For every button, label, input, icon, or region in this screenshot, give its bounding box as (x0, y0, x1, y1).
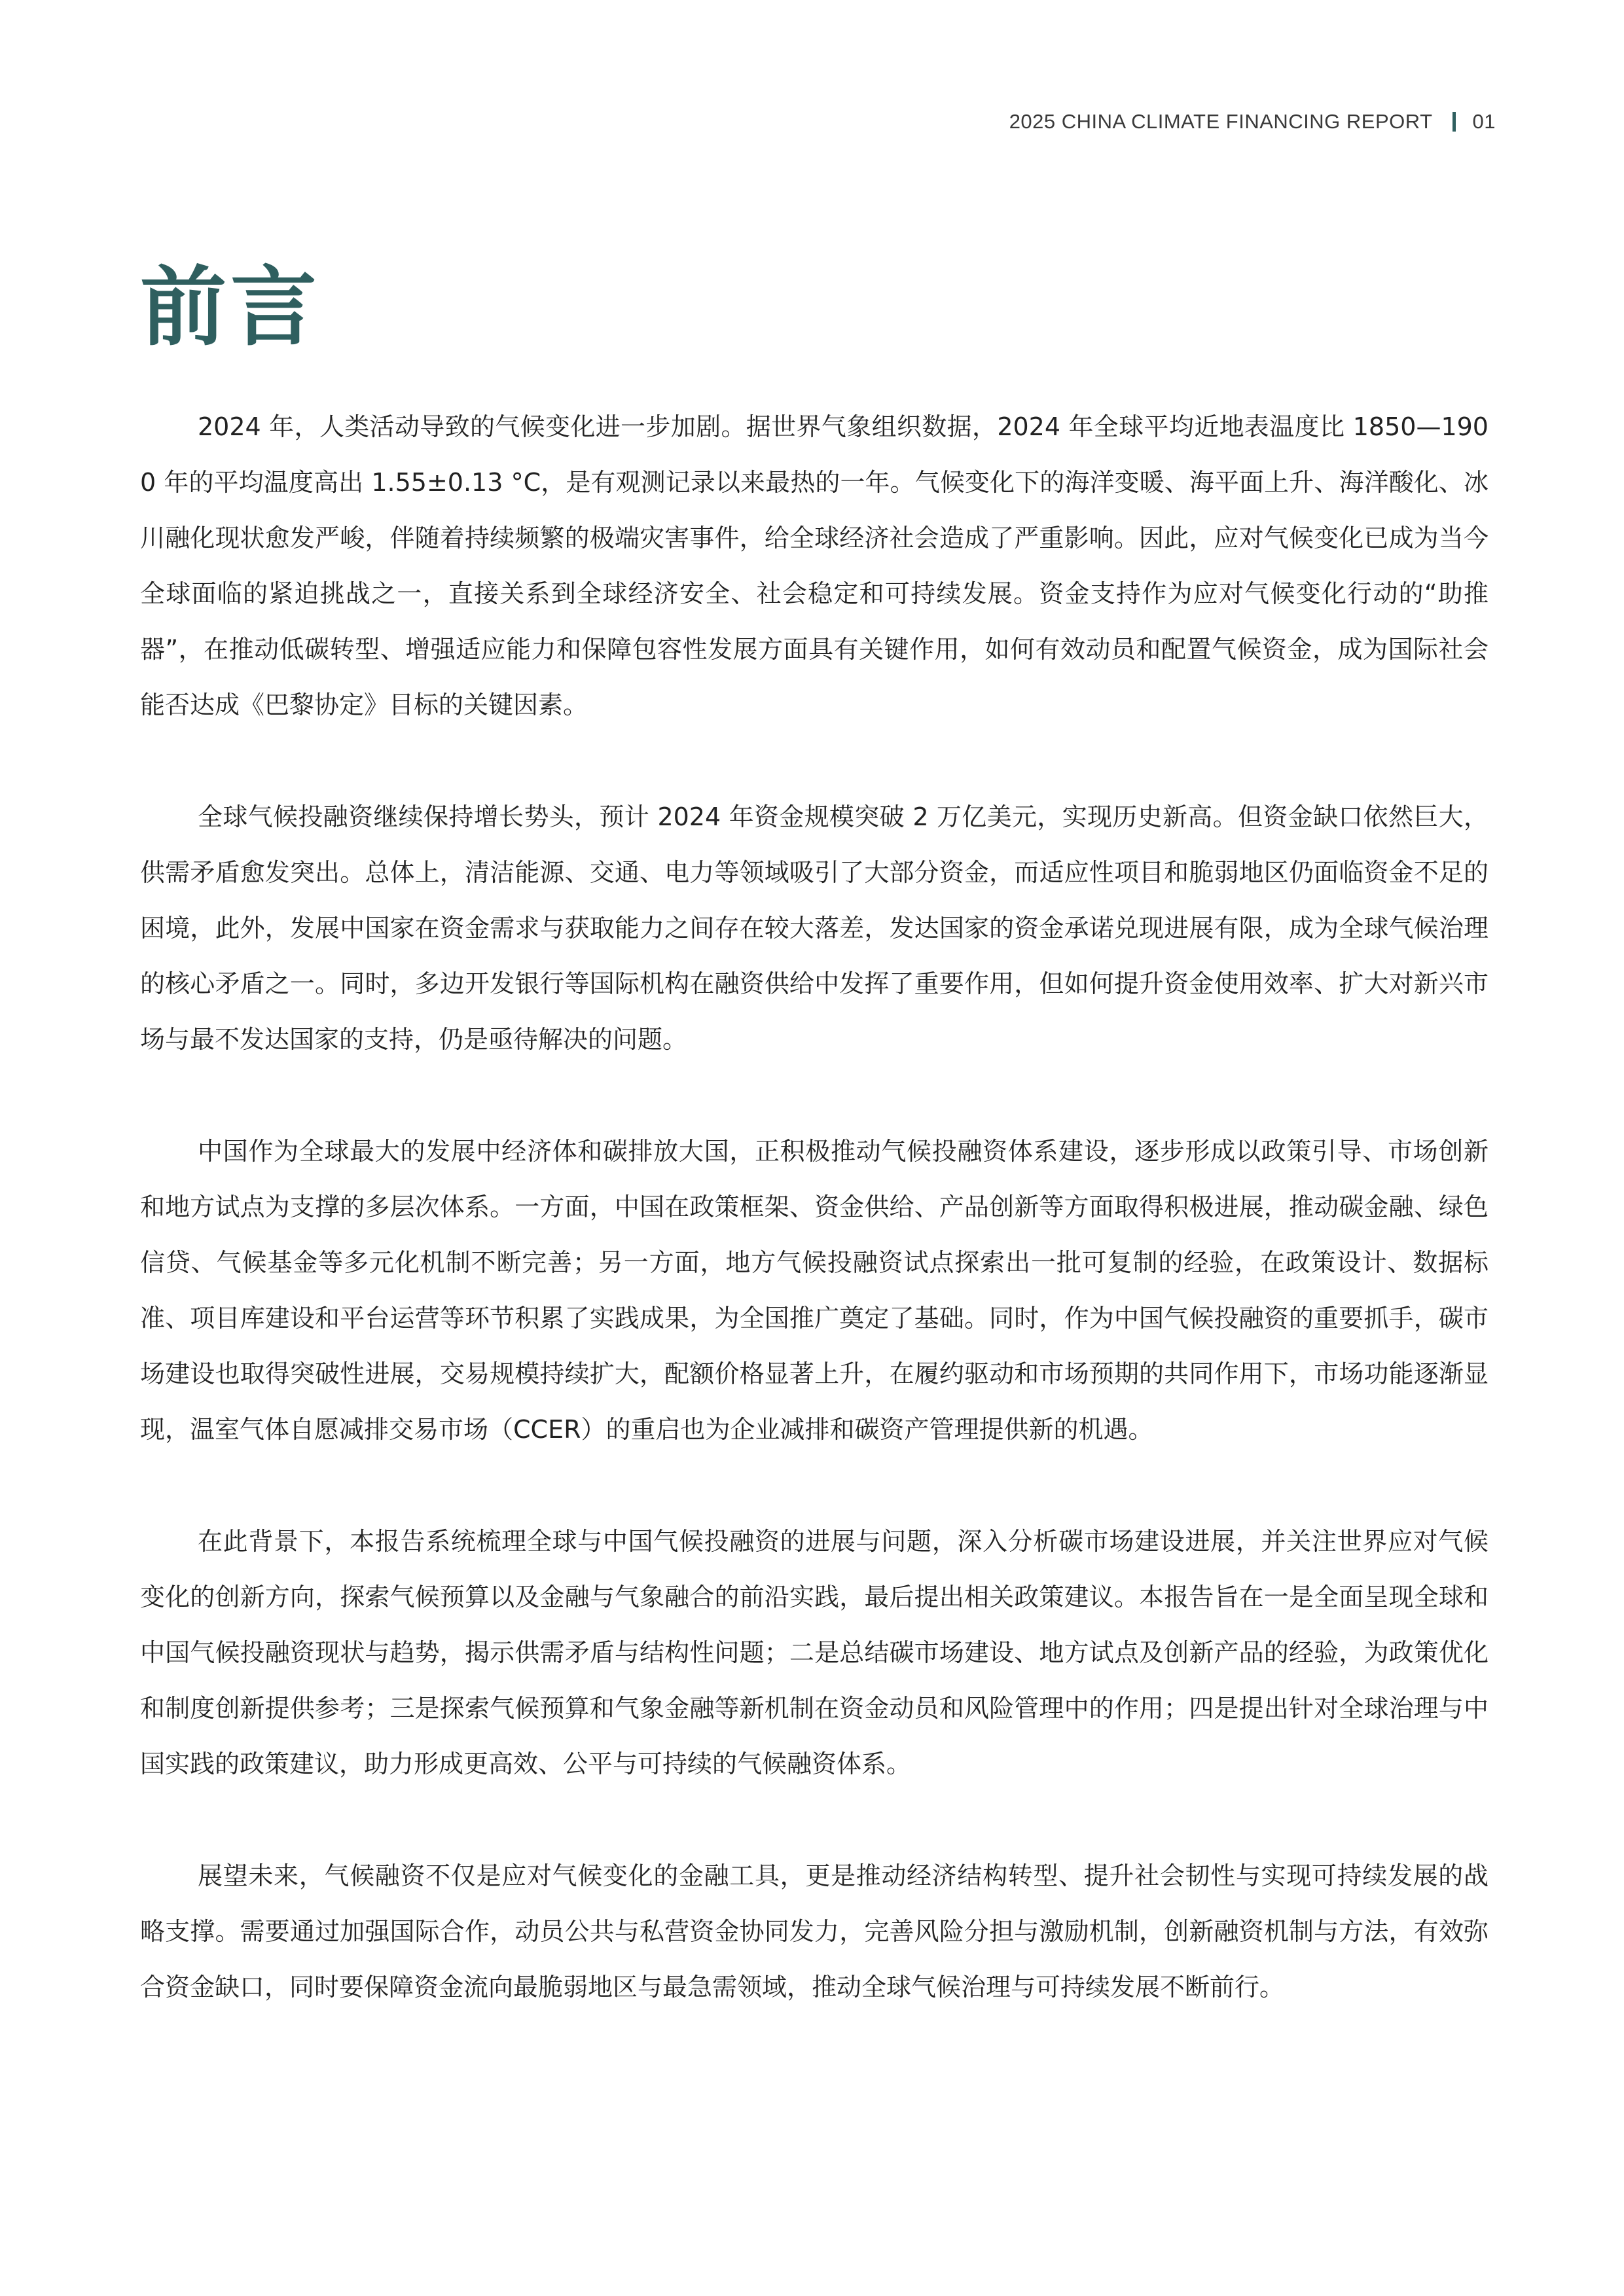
paragraph-3: 中国作为全球最大的发展中经济体和碳排放大国，正积极推动气候投融资体系建设，逐步形成以政策引导、市场创新和地方试点为支撑的多层次体系。一方面，中国在政策框架、资金供给、产品创新等方面取得积极进展，推动碳金融、绿色信贷、气候基金等多元化机制不断完善；另一方面，地方气候投融资试点探索出一批可复制的经验，在政策设计、数据标准、项目库建设和平台运营等环节积累了实践成果，为全国推广奠定了基础。同时，作为中国气候投融资的重要抓手，碳市场建设也取得突破性进展，交易规模持续扩大，配额价格显著上升，在履约驱动和市场预期的共同作用下，市场功能逐渐显现，温室气体自愿减排交易市场（CCER）的重启也为企业减排和碳资产管理提供新的机遇。 (140, 1137, 1489, 1444)
paragraph-4: 在此背景下，本报告系统梳理全球与中国气候投融资的进展与问题，深入分析碳市场建设进展，并关注世界应对气候变化的创新方向，探索气候预算以及金融与气象融合的前沿实践，最后提出相关政策建议。本报告旨在一是全面呈现全球和中国气候投融资现状与趋势，揭示供需矛盾与结构性问题；二是总结碳市场建设、地方试点及创新产品的经验，为政策优化和制度创新提供参考；三是探索气候预算和气象金融等新机制在资金动员和风险管理中的作用；四是提出针对全球治理与中国实践的政策建议，助力形成更高效、公平与可持续的气候融资体系。 (140, 1527, 1489, 1778)
running-header (1009, 110, 1496, 134)
report-title: 2025 CHINA CLIMATE FINANCING REPORT (1009, 110, 1433, 133)
body-text (140, 399, 1489, 2072)
paragraph-1: 2024 年，人类活动导致的气候变化进一步加剧。据世界气象组织数据，2024 年全球平均近地表温度比 1850—1900 年的平均温度高出 1.55±0.13 °C，是有观测记录以来最热的一年。气候变化下的海洋变暖、海平面上升、海洋酸化、冰川融化现状愈发严峻，伴随着持续频繁的极端灾害事件，给全球经济社会造成了严重影响。因此，应对气候变化已成为当今全球面临的紧迫挑战之一，直接关系到全球经济安全、社会稳定和可持续发展。资金支持作为应对气候变化行动的“助推器”，在推动低碳转型、增强适应能力和保障包容性发展方面具有关键作用，如何有效动员和配置气候资金，成为国际社会能否达成《巴黎协定》目标的关键因素。 (140, 412, 1489, 719)
page-title: 前言 (140, 257, 321, 358)
paragraph-5: 展望未来，气候融资不仅是应对气候变化的金融工具，更是推动经济结构转型、提升社会韧性与实现可持续发展的战略支撑。需要通过加强国际合作，动员公共与私营资金协同发力，完善风险分担与激励机制，创新融资机制与方法，有效弥合资金缺口，同时要保障资金流向最脆弱地区与最急需领域，推动全球气候治理与可持续发展不断前行。 (140, 1861, 1489, 2001)
header-separator (1453, 112, 1456, 132)
paragraph-2: 全球气候投融资继续保持增长势头，预计 2024 年资金规模突破 2 万亿美元，实现历史新高。但资金缺口依然巨大，供需矛盾愈发突出。总体上，清洁能源、交通、电力等领域吸引了大部分资金，而适应性项目和脆弱地区仍面临资金不足的困境，此外，发展中国家在资金需求与获取能力之间存在较大落差，发达国家的资金承诺兑现进展有限，成为全球气候治理的核心矛盾之一。同时，多边开发银行等国际机构在融资供给中发挥了重要作用，但如何提升资金使用效率、扩大对新兴市场与最不发达国家的支持，仍是亟待解决的问题。 (140, 802, 1489, 1054)
page-number: 01 (1472, 110, 1496, 133)
